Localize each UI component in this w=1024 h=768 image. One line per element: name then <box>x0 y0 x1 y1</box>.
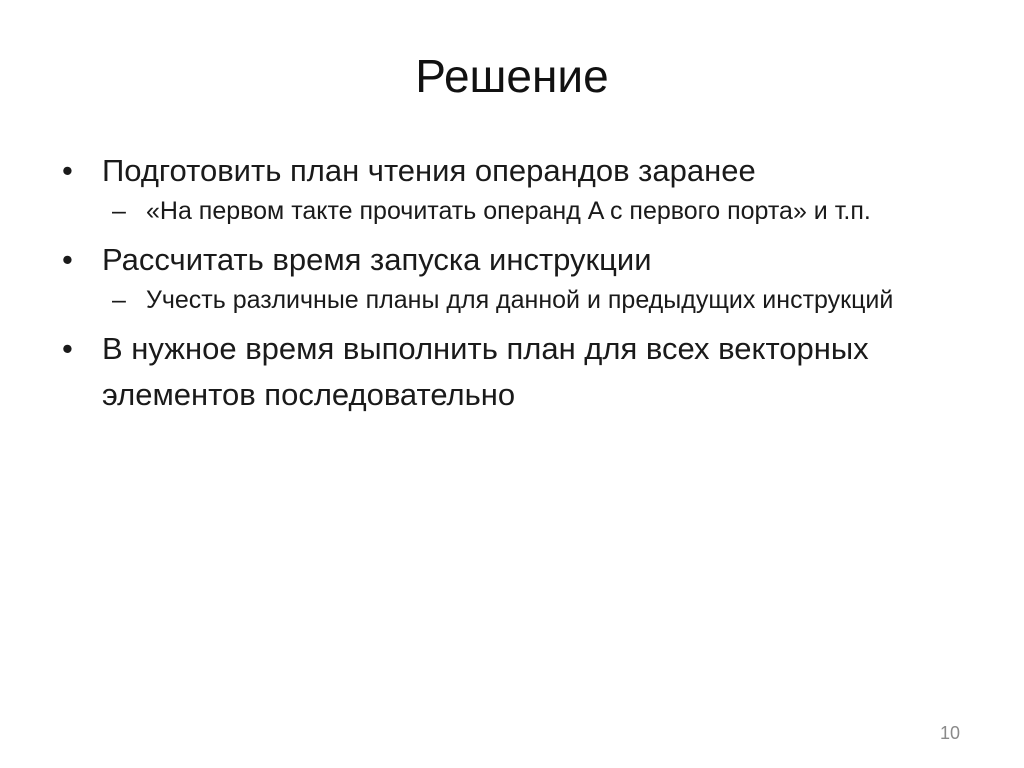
bullet-list <box>62 148 962 418</box>
bullet-text: Подготовить план чтения операндов заранее <box>102 153 756 188</box>
bullet-icon: • <box>62 153 73 188</box>
bullet-text: Рассчитать время запуска инструкции <box>102 242 652 277</box>
dash-icon: – <box>112 286 126 314</box>
sub-bullet-item <box>62 283 962 317</box>
bullet-item <box>62 148 962 194</box>
sub-bullet-item <box>62 194 962 228</box>
bullet-icon: • <box>62 242 73 277</box>
slide-title: Решение <box>415 50 609 102</box>
bullet-item <box>62 326 962 418</box>
bullet-item <box>62 237 962 283</box>
slide-number: 10 <box>939 723 960 743</box>
bullet-text: В нужное время выполнить план для всех векторных элементов последовательно <box>102 331 869 412</box>
dash-icon: – <box>112 197 126 225</box>
bullet-icon: • <box>62 331 73 366</box>
sub-bullet-text: Учесть различные планы для данной и предыдущих инструкций <box>146 286 894 314</box>
sub-bullet-text: «На первом такте прочитать операнд A с первого порта» и т.п. <box>146 197 871 225</box>
